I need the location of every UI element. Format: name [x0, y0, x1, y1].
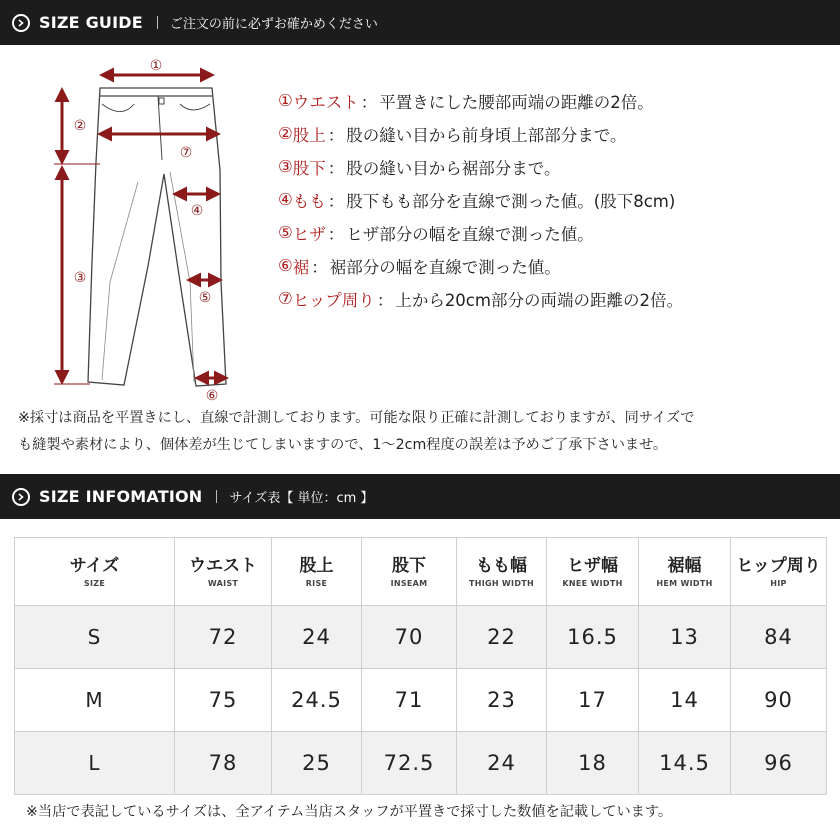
table-cell: 72.5 [362, 732, 457, 795]
legend-separator: ： [311, 257, 328, 277]
table-cell: 13 [639, 606, 731, 669]
size-information-subtitle: サイズ表【 単位：cm 】 [229, 491, 374, 506]
header-rise: 股上 RISE [272, 538, 362, 606]
header-waist: ウエスト WAIST [175, 538, 272, 606]
legend-item-inseam [278, 150, 818, 183]
legend-name: ヒップ周り [292, 290, 375, 310]
legend-description: 股の縫い目から前身頃上部部分まで。 [346, 125, 627, 145]
diagram-label-knee: ⑤ [198, 290, 212, 306]
legend-separator: ： [327, 125, 345, 145]
header-divider [216, 490, 217, 503]
legend-item-knee [278, 216, 818, 249]
size-note: ※当店で表記しているサイズは、全アイテム当店スタッフが平置きで採寸した数値を記載しています。 [26, 804, 673, 820]
size-information-title: SIZE INFOMATION [39, 487, 203, 506]
table-cell: 24.5 [272, 669, 362, 732]
legend-description: 平置きにした腰部両端の距離の2倍。 [379, 92, 654, 112]
header-size: サイズ SIZE [15, 538, 175, 606]
table-cell: 84 [731, 606, 827, 669]
legend-description: 股下もも部分を直線で測った値。(股下8cm) [346, 191, 676, 211]
legend-description: 上から20cm部分の両端の距離の2倍。 [395, 290, 683, 310]
legend-separator: ： [327, 158, 345, 178]
legend-number: ④ [278, 190, 293, 209]
legend-name: 股下 [292, 158, 326, 178]
legend-name: ヒザ [292, 224, 326, 244]
diagram-label-rise: ② [73, 118, 87, 134]
legend-number: ⑤ [278, 223, 293, 242]
table-cell: 96 [731, 732, 827, 795]
measurement-note-line: ※採寸は商品を平置きにし、直線で計測しております。可能な限り正確に計測しておりますが、同サイズで [18, 410, 695, 426]
table-cell: 24 [272, 606, 362, 669]
header-inseam: 股下 INSEAM [362, 538, 457, 606]
legend-description: ヒザ部分の幅を直線で測った値。 [346, 224, 594, 244]
header-knee-width: ヒザ幅 KNEE WIDTH [547, 538, 639, 606]
table-cell: 25 [272, 732, 362, 795]
table-cell: S [15, 606, 175, 669]
header-hem-width: 裾幅 HEM WIDTH [639, 538, 731, 606]
table-cell: L [15, 732, 175, 795]
table-header-row [15, 538, 827, 606]
table-cell: 75 [175, 669, 272, 732]
size-guide-subtitle: ご注文の前に必ずお確かめください [169, 17, 378, 32]
header-thigh-width: もも幅 THIGH WIDTH [457, 538, 547, 606]
legend-separator: ： [360, 92, 378, 112]
legend-name: ウエスト [292, 92, 359, 112]
pants-diagram [40, 52, 250, 412]
table-cell: 78 [175, 732, 272, 795]
diagram-label-waist: ① [149, 58, 163, 74]
table-cell: 71 [362, 669, 457, 732]
table-cell: 70 [362, 606, 457, 669]
diagram-label-hem: ⑥ [205, 388, 219, 404]
table-cell: 17 [547, 669, 639, 732]
legend-number: ② [278, 124, 293, 143]
table-cell: 14.5 [639, 732, 731, 795]
legend-name: 股上 [292, 125, 326, 145]
legend-name: もも [292, 191, 326, 211]
legend-number: ⑦ [278, 289, 293, 308]
table-cell: 90 [731, 669, 827, 732]
legend-number: ① [278, 91, 293, 110]
table-cell: 23 [457, 669, 547, 732]
legend-item-rise [278, 117, 818, 150]
legend-description: 裾部分の幅を直線で測った値。 [329, 257, 561, 277]
legend-number: ③ [278, 157, 293, 176]
header-hip: ヒップ周り HIP [731, 538, 827, 606]
table-cell: M [15, 669, 175, 732]
legend-item-hem [278, 249, 818, 282]
table-row [15, 732, 827, 795]
size-table [14, 537, 827, 795]
legend-description: 股の縫い目から裾部分まで。 [346, 158, 561, 178]
table-cell: 14 [639, 669, 731, 732]
measurement-note-line: も縫製や素材により、個体差が生じてしまいますので、1～2cm程度の誤差は予めご了承下さいませ。 [18, 437, 668, 453]
measurement-legend [278, 84, 818, 315]
table-cell: 22 [457, 606, 547, 669]
diagram-label-hip: ⑦ [179, 145, 193, 161]
size-guide-title: SIZE GUIDE [39, 13, 143, 32]
legend-item-thigh [278, 183, 818, 216]
table-cell: 72 [175, 606, 272, 669]
table-row [15, 669, 827, 732]
legend-separator: ： [327, 191, 345, 211]
table-cell: 18 [547, 732, 639, 795]
size-information-header [0, 474, 840, 519]
table-cell: 24 [457, 732, 547, 795]
legend-separator: ： [327, 224, 345, 244]
legend-item-waist [278, 84, 818, 117]
table-row [15, 606, 827, 669]
legend-name: 裾 [292, 257, 310, 277]
header-divider [157, 16, 158, 29]
size-guide-header [0, 0, 840, 45]
measurement-note [18, 405, 828, 459]
table-cell: 16.5 [547, 606, 639, 669]
diagram-label-thigh: ④ [190, 203, 204, 219]
legend-number: ⑥ [278, 256, 293, 275]
legend-separator: ： [376, 290, 394, 310]
chevron-right-icon [12, 14, 30, 32]
diagram-label-inseam: ③ [73, 270, 87, 286]
legend-item-hip [278, 282, 818, 315]
chevron-right-icon [12, 488, 30, 506]
